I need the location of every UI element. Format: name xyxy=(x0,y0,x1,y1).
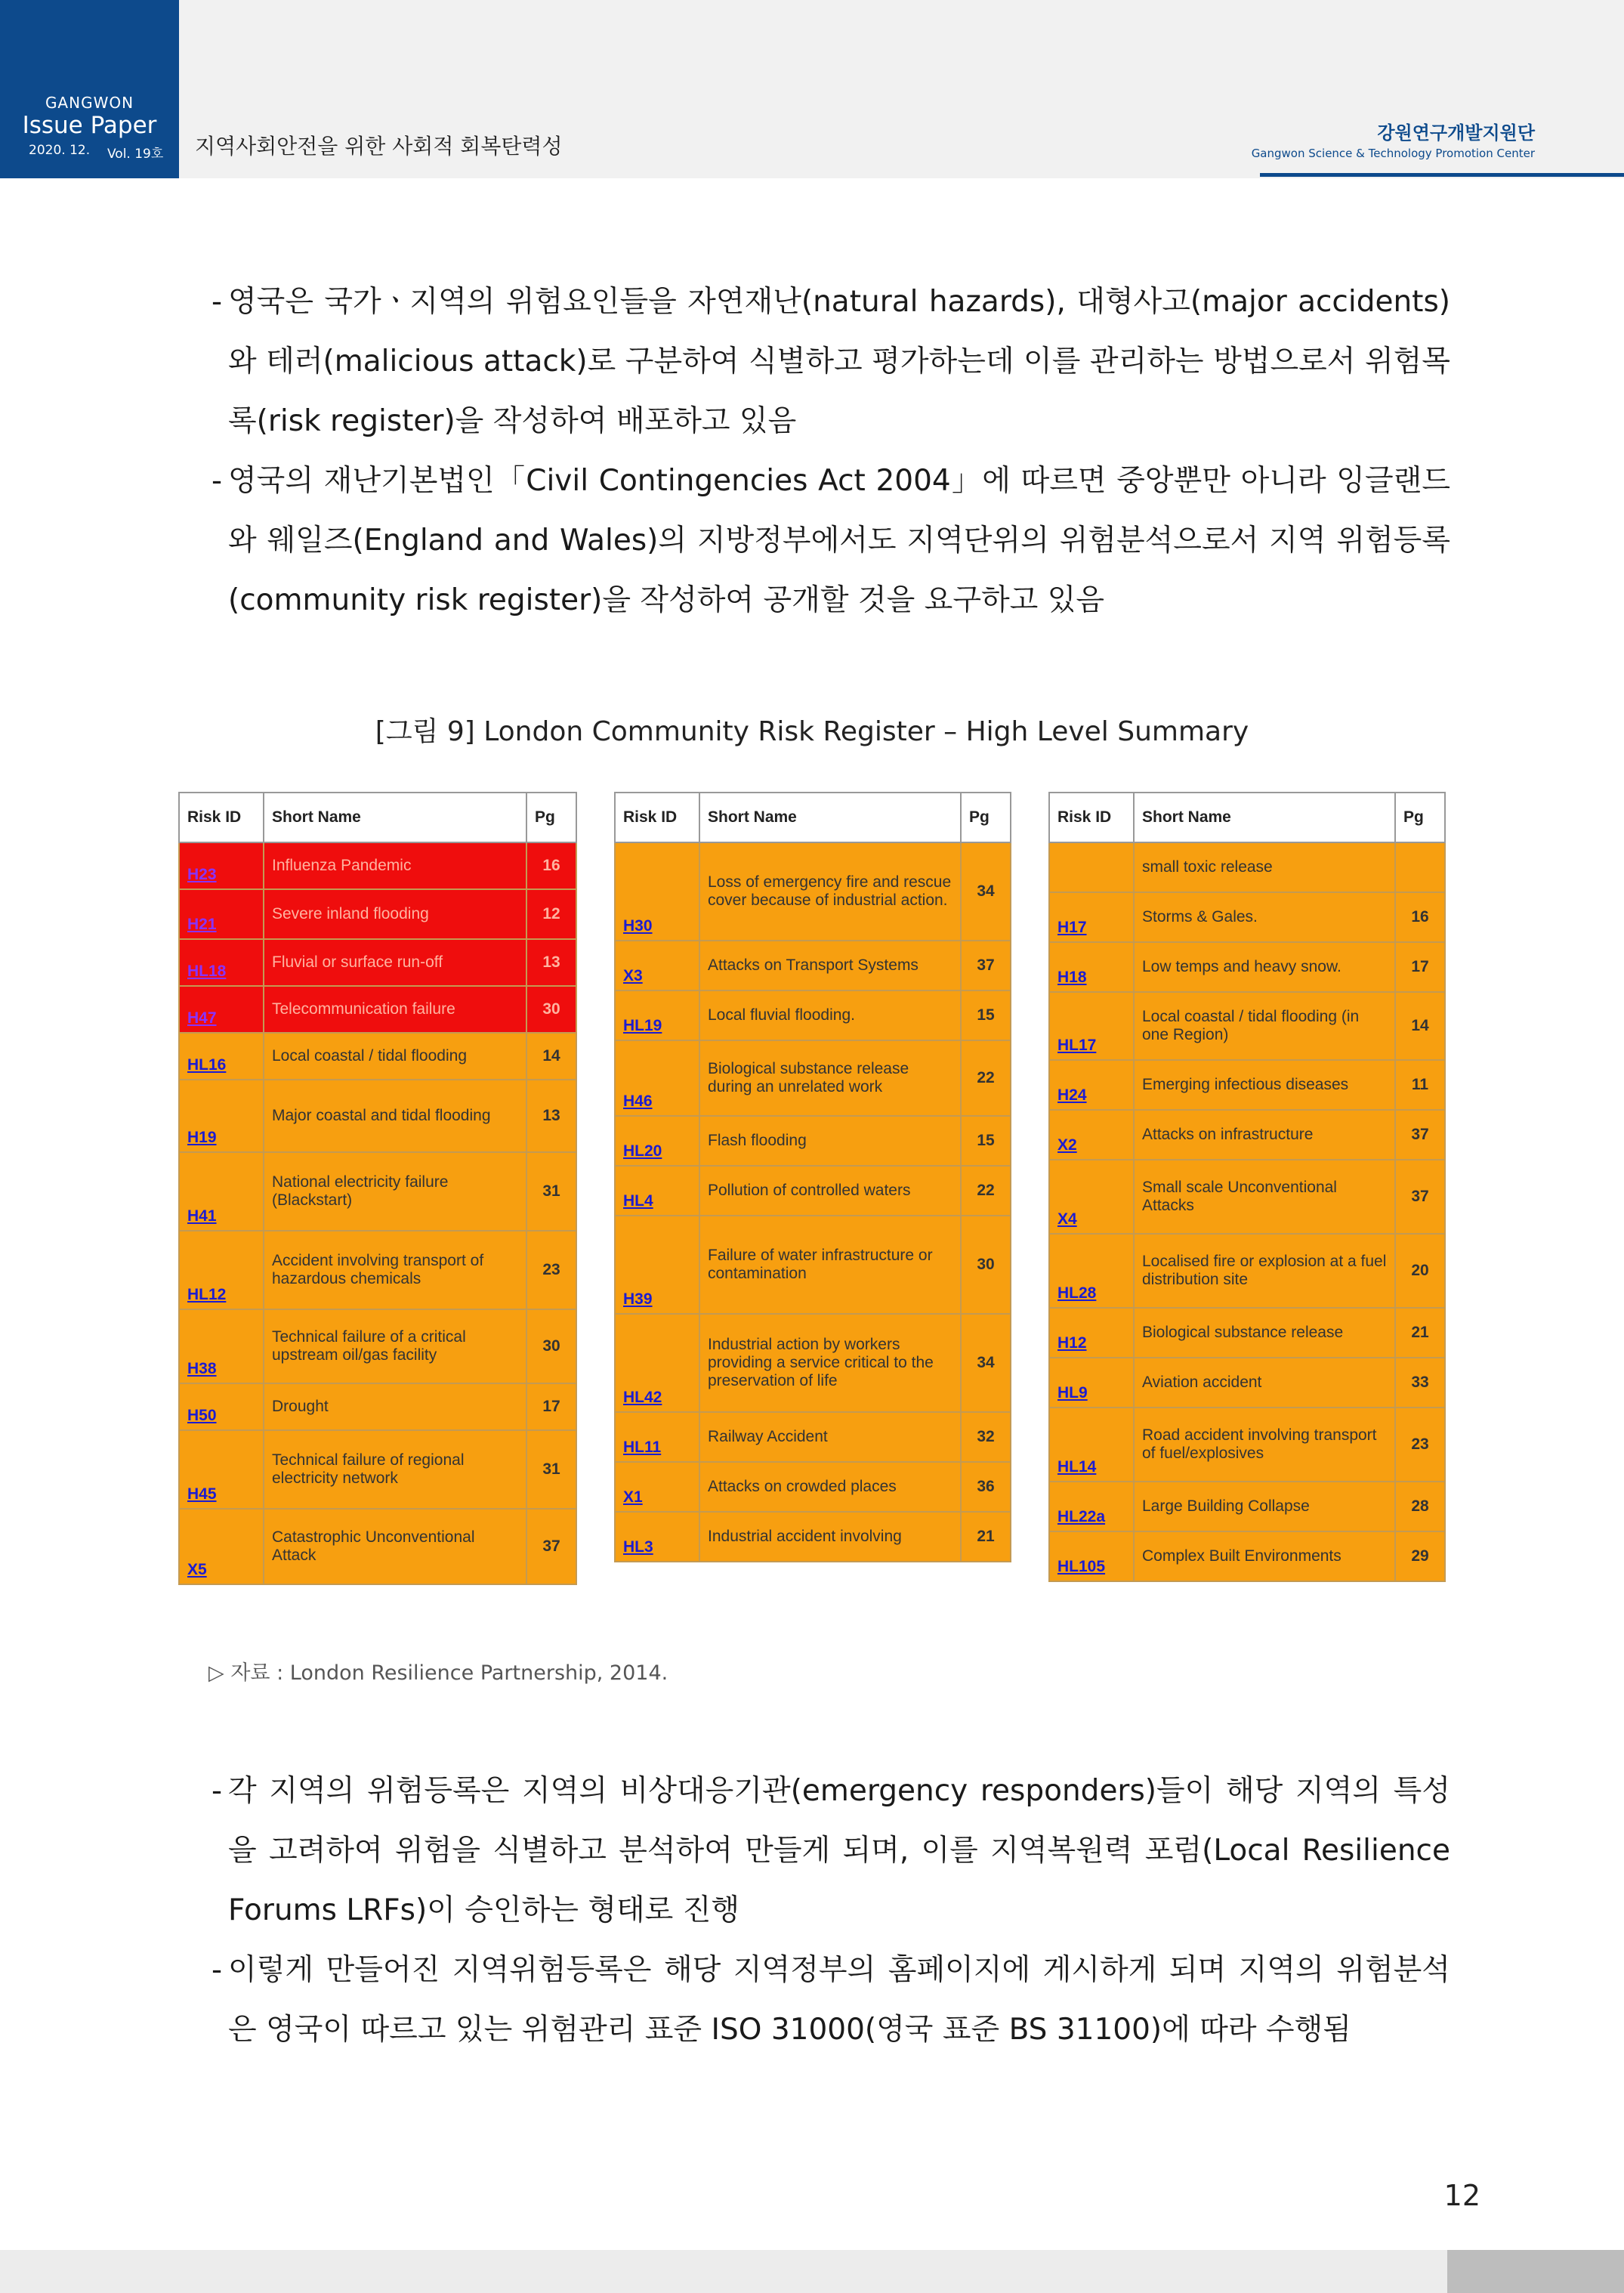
risk-page-number: 30 xyxy=(526,1309,576,1383)
risk-id-link[interactable]: H24 xyxy=(1049,1060,1134,1110)
risk-id-link[interactable]: H17 xyxy=(1049,892,1134,942)
column-header-short-name: Short Name xyxy=(264,793,526,842)
risk-short-name: National electricity failure (Blackstart) xyxy=(264,1152,526,1231)
risk-page-number: 34 xyxy=(961,842,1011,941)
paragraph-text: 이렇게 만들어진 지역위험등록은 해당 지역정부의 홈페이지에 게시하게 되며 지역의 위험분석은 영국이 따르고 있는 위험관리 표준 ISO 31000(영국 표준 BS 31100)에 따라 수행됨 xyxy=(228,1953,1450,2047)
risk-short-name: Fluvial or surface run-off xyxy=(264,939,526,986)
risk-page-number: 15 xyxy=(961,990,1011,1040)
risk-id-link[interactable]: HL3 xyxy=(615,1512,699,1562)
risk-id-link[interactable]: H12 xyxy=(1049,1308,1134,1358)
risk-short-name: Loss of emergency fire and rescue cover because of industrial action. xyxy=(699,842,961,941)
table-row xyxy=(615,990,1011,1040)
risk-page-number: 14 xyxy=(526,1033,576,1080)
risk-short-name: Flash flooding xyxy=(699,1116,961,1166)
risk-short-name: Industrial action by workers providing a service critical to the preservation of life xyxy=(699,1314,961,1412)
risk-short-name: Local coastal / tidal flooding xyxy=(264,1033,526,1080)
risk-register-table xyxy=(1048,792,1446,1582)
footer-tab xyxy=(1447,2250,1624,2293)
table-row xyxy=(1049,1482,1445,1531)
table-row xyxy=(1049,1531,1445,1581)
table-row xyxy=(179,889,576,939)
table-row xyxy=(1049,1110,1445,1160)
risk-page-number: 15 xyxy=(961,1116,1011,1166)
risk-id-link[interactable]: H41 xyxy=(179,1152,264,1231)
table-row xyxy=(1049,1160,1445,1234)
risk-id-link[interactable]: HL17 xyxy=(1049,992,1134,1060)
risk-page-number: 37 xyxy=(961,941,1011,990)
paragraph-text: 각 지역의 위험등록은 지역의 비상대응기관(emergency responders)들이 해당 지역의 특성을 고려하여 위험을 식별하고 분석하여 만들게 되며, 이를 지역복원력 포럼(Local Resilience Forums LRFs)이 승인하는 형태로 진행 xyxy=(228,1774,1450,1927)
table-row xyxy=(1049,842,1445,892)
brand-issue-paper: Issue Paper xyxy=(22,112,157,139)
table-row xyxy=(179,1231,576,1309)
table-row xyxy=(179,1309,576,1383)
table-row xyxy=(615,941,1011,990)
risk-id-link[interactable]: HL105 xyxy=(1049,1531,1134,1581)
risk-page-number: 37 xyxy=(526,1509,576,1584)
risk-short-name: Major coastal and tidal flooding xyxy=(264,1080,526,1152)
risk-page-number: 22 xyxy=(961,1166,1011,1216)
risk-page-number: 33 xyxy=(1395,1358,1445,1408)
table-row xyxy=(1049,1408,1445,1482)
risk-short-name: Local coastal / tidal flooding (in one Region) xyxy=(1134,992,1395,1060)
figure-source: ▷ 자료 : London Resilience Partnership, 2014. xyxy=(208,1661,668,1685)
risk-id-link[interactable]: H38 xyxy=(179,1309,264,1383)
risk-page-number: 36 xyxy=(961,1462,1011,1512)
column-header-risk-id: Risk ID xyxy=(615,793,699,842)
risk-page-number: 37 xyxy=(1395,1160,1445,1234)
risk-id-link[interactable]: HL28 xyxy=(1049,1234,1134,1308)
column-header-short-name: Short Name xyxy=(1134,793,1395,842)
issue-paper-logo xyxy=(0,0,179,178)
table-row xyxy=(615,842,1011,941)
page-number: 12 xyxy=(1443,2179,1480,2212)
risk-page-number: 17 xyxy=(1395,942,1445,992)
table-row xyxy=(1049,892,1445,942)
bullet-paragraph xyxy=(211,272,1450,451)
table-row xyxy=(179,1430,576,1509)
risk-register-table xyxy=(614,792,1011,1562)
risk-page-number: 21 xyxy=(1395,1308,1445,1358)
bullet-dash: - xyxy=(211,285,223,319)
risk-page-number: 21 xyxy=(961,1512,1011,1562)
risk-page-number: 14 xyxy=(1395,992,1445,1060)
risk-short-name: Biological substance release during an unrelated work xyxy=(699,1040,961,1116)
risk-page-number: 31 xyxy=(526,1152,576,1231)
risk-short-name: Aviation accident xyxy=(1134,1358,1395,1408)
risk-page-number: 22 xyxy=(961,1040,1011,1116)
table-row xyxy=(179,1033,576,1080)
risk-page-number: 23 xyxy=(1395,1408,1445,1482)
risk-page-number: 13 xyxy=(526,1080,576,1152)
column-header-page: Pg xyxy=(961,793,1011,842)
table-row xyxy=(179,939,576,986)
risk-id-link[interactable]: HL19 xyxy=(615,990,699,1040)
risk-short-name: Pollution of controlled waters xyxy=(699,1166,961,1216)
document-title: 지역사회안전을 위한 사회적 회복탄력성 xyxy=(195,134,563,159)
risk-short-name: Technical failure of regional electricity network xyxy=(264,1430,526,1509)
bullet-dash: - xyxy=(211,464,223,498)
risk-page-number: 32 xyxy=(961,1412,1011,1462)
table-row xyxy=(1049,1308,1445,1358)
risk-page-number: 37 xyxy=(1395,1110,1445,1160)
risk-page-number: 17 xyxy=(526,1383,576,1430)
risk-register-table xyxy=(178,792,577,1585)
table-row xyxy=(615,1040,1011,1116)
risk-short-name: Severe inland flooding xyxy=(264,889,526,939)
risk-page-number: 34 xyxy=(961,1314,1011,1412)
risk-id-link[interactable]: HL4 xyxy=(615,1166,699,1216)
paragraph-text: 영국은 국가ㆍ지역의 위험요인들을 자연재난(natural hazards), 대형사고(major accidents)와 테러(malicious attack)로 구분하여 식별하고 평가하는데 이를 관리하는 방법으로서 위험목록(risk register)을 작성하여 배포하고 있음 xyxy=(228,285,1450,438)
risk-page-number: 11 xyxy=(1395,1060,1445,1110)
risk-id-link[interactable]: X5 xyxy=(179,1509,264,1584)
risk-short-name: Road accident involving transport of fuel/explosives xyxy=(1134,1408,1395,1482)
risk-id-link[interactable]: HL42 xyxy=(615,1314,699,1412)
risk-page-number: 12 xyxy=(526,889,576,939)
risk-id-link[interactable]: X1 xyxy=(615,1462,699,1512)
risk-id-link[interactable]: HL12 xyxy=(179,1231,264,1309)
table-row xyxy=(179,1509,576,1584)
risk-short-name: Attacks on Transport Systems xyxy=(699,941,961,990)
brand-gangwon: GANGWON xyxy=(45,94,134,112)
bullet-paragraph xyxy=(211,1940,1450,2060)
risk-short-name: Industrial accident involving xyxy=(699,1512,961,1562)
risk-id-link[interactable]: X4 xyxy=(1049,1160,1134,1234)
table-row xyxy=(615,1116,1011,1166)
issue-date: 2020. 12. xyxy=(29,143,91,158)
risk-id-link[interactable]: HL20 xyxy=(615,1116,699,1166)
risk-page-number: 28 xyxy=(1395,1482,1445,1531)
risk-short-name: Localised fire or explosion at a fuel distribution site xyxy=(1134,1234,1395,1308)
risk-page-number: 31 xyxy=(526,1430,576,1509)
risk-id-link[interactable]: H23 xyxy=(179,842,264,889)
risk-id-link[interactable]: H30 xyxy=(615,842,699,941)
page-header xyxy=(0,0,1624,178)
risk-id-link[interactable]: X3 xyxy=(615,941,699,990)
risk-short-name: Small scale Unconventional Attacks xyxy=(1134,1160,1395,1234)
table-row xyxy=(179,986,576,1033)
risk-short-name: Catastrophic Unconventional Attack xyxy=(264,1509,526,1584)
risk-short-name: Low temps and heavy snow. xyxy=(1134,942,1395,992)
column-header-page: Pg xyxy=(526,793,576,842)
risk-short-name: Drought xyxy=(264,1383,526,1430)
risk-id-link[interactable]: H19 xyxy=(179,1080,264,1152)
risk-id-link[interactable]: H39 xyxy=(615,1216,699,1314)
risk-short-name: Biological substance release xyxy=(1134,1308,1395,1358)
risk-id-link[interactable]: HL18 xyxy=(179,939,264,986)
bullet-paragraph xyxy=(211,1761,1450,1940)
risk-id-link[interactable]: HL22a xyxy=(1049,1482,1134,1531)
table-row xyxy=(1049,1060,1445,1110)
organization-name-ko: 강원연구개발지원단 xyxy=(1377,122,1535,144)
risk-short-name: Complex Built Environments xyxy=(1134,1531,1395,1581)
risk-page-number: 30 xyxy=(526,986,576,1033)
risk-id-link[interactable]: X2 xyxy=(1049,1110,1134,1160)
column-header-risk-id: Risk ID xyxy=(1049,793,1134,842)
risk-id-link[interactable]: H45 xyxy=(179,1430,264,1509)
table-row xyxy=(615,1512,1011,1562)
risk-id-link[interactable]: H50 xyxy=(179,1383,264,1430)
table-row xyxy=(179,1152,576,1231)
table-row xyxy=(1049,942,1445,992)
risk-id-link[interactable]: HL14 xyxy=(1049,1408,1134,1482)
risk-page-number: 16 xyxy=(526,842,576,889)
table-row xyxy=(1049,992,1445,1060)
risk-id-link[interactable]: HL9 xyxy=(1049,1358,1134,1408)
column-header-short-name: Short Name xyxy=(699,793,961,842)
risk-page-number: 29 xyxy=(1395,1531,1445,1581)
bullet-paragraph xyxy=(211,451,1450,630)
risk-id-link[interactable]: HL16 xyxy=(179,1033,264,1080)
risk-page-number: 20 xyxy=(1395,1234,1445,1308)
issue-volume: Vol. 19호 xyxy=(107,147,164,162)
risk-short-name: Large Building Collapse xyxy=(1134,1482,1395,1531)
risk-id-link[interactable]: H46 xyxy=(615,1040,699,1116)
risk-short-name: Attacks on infrastructure xyxy=(1134,1110,1395,1160)
risk-id-link[interactable]: H21 xyxy=(179,889,264,939)
table-row xyxy=(615,1412,1011,1462)
risk-short-name: Railway Accident xyxy=(699,1412,961,1462)
table-row xyxy=(615,1314,1011,1412)
risk-short-name: Local fluvial flooding. xyxy=(699,990,961,1040)
table-row xyxy=(179,1080,576,1152)
risk-page-number: 23 xyxy=(526,1231,576,1309)
risk-id-link[interactable]: H18 xyxy=(1049,942,1134,992)
risk-short-name: Influenza Pandemic xyxy=(264,842,526,889)
risk-page-number: 30 xyxy=(961,1216,1011,1314)
risk-short-name: Attacks on crowded places xyxy=(699,1462,961,1512)
figure-caption: [그림 9] London Community Risk Register – High Level Summary xyxy=(375,716,1249,747)
table-row xyxy=(615,1216,1011,1314)
risk-short-name: Failure of water infrastructure or contamination xyxy=(699,1216,961,1314)
column-header-risk-id: Risk ID xyxy=(179,793,264,842)
table-row xyxy=(179,1383,576,1430)
risk-short-name: Accident involving transport of hazardous chemicals xyxy=(264,1231,526,1309)
risk-id-link[interactable]: H47 xyxy=(179,986,264,1033)
table-row xyxy=(179,842,576,889)
organization-name-en: Gangwon Science & Technology Promotion Center xyxy=(1251,147,1535,160)
table-row xyxy=(615,1462,1011,1512)
risk-page-number xyxy=(1395,842,1445,892)
risk-short-name: Technical failure of a critical upstream oil/gas facility xyxy=(264,1309,526,1383)
table-row xyxy=(1049,1358,1445,1408)
table-row xyxy=(1049,1234,1445,1308)
paragraph-text: 영국의 재난기본법인「Civil Contingencies Act 2004」에 따르면 중앙뿐만 아니라 잉글랜드와 웨일즈(England and Wales)의 지방정부에서도 지역단위의 위험분석으로서 지역 위험등록(community risk register)을 작성하여 공개할 것을 요구하고 있음 xyxy=(228,464,1450,617)
risk-short-name: small toxic release xyxy=(1134,842,1395,892)
bullet-dash: - xyxy=(211,1774,223,1808)
risk-id-link[interactable] xyxy=(1049,842,1134,892)
header-divider xyxy=(1260,173,1624,177)
risk-page-number: 16 xyxy=(1395,892,1445,942)
bullet-dash: - xyxy=(211,1953,223,1987)
risk-short-name: Storms & Gales. xyxy=(1134,892,1395,942)
risk-id-link[interactable]: HL11 xyxy=(615,1412,699,1462)
risk-page-number: 13 xyxy=(526,939,576,986)
table-row xyxy=(615,1166,1011,1216)
column-header-page: Pg xyxy=(1395,793,1445,842)
footer-bar xyxy=(0,2250,1624,2293)
risk-short-name: Emerging infectious diseases xyxy=(1134,1060,1395,1110)
risk-short-name: Telecommunication failure xyxy=(264,986,526,1033)
